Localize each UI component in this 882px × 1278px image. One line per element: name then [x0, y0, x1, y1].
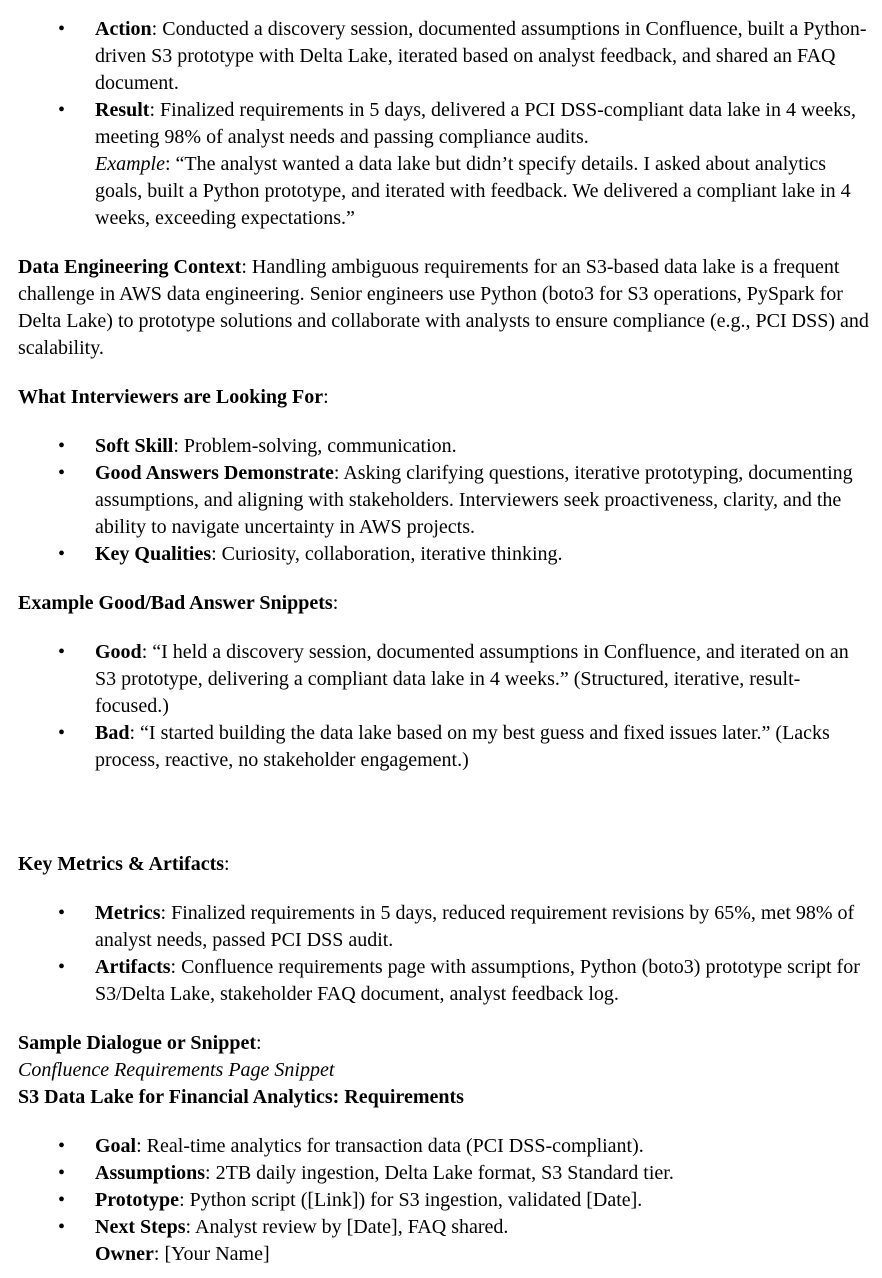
heading-text: Key Metrics & Artifacts	[18, 853, 225, 875]
item-text: : Conducted a discovery session, documented assumptions in Confluence, built a Python-driven S3 prototype with Delta Lake, iterated based on analyst feedback, and shared an FAQ document.	[95, 18, 867, 94]
list-item-action	[18, 16, 870, 97]
metrics-bullet-list	[18, 900, 870, 1008]
sample-subtitle-italic: Confluence Requirements Page Snippet	[18, 1059, 335, 1081]
context-paragraph	[18, 254, 870, 362]
heading-colon: :	[224, 853, 230, 875]
metrics-heading	[18, 851, 870, 878]
item-text: : “I held a discovery session, documented assumptions in Confluence, and iterated on an S3 prototype, delivering a compliant data lake in 4 weeks.” (Structured, iterative, result-focused.)	[95, 641, 849, 717]
item-label: Assumptions	[95, 1162, 206, 1184]
item-text: : Real-time analytics for transaction data (PCI DSS-compliant).	[136, 1135, 644, 1157]
list-item-key-qualities	[18, 541, 870, 568]
heading-text: Sample Dialogue or Snippet	[18, 1032, 256, 1054]
heading-text: Example Good/Bad Answer Snippets	[18, 592, 333, 614]
sample-heading-group	[18, 1030, 870, 1111]
item-text: : 2TB daily ingestion, Delta Lake format, S3 Standard tier.	[205, 1162, 674, 1184]
result-line	[95, 97, 870, 151]
list-item-result	[18, 97, 870, 232]
item-label: Next Steps	[95, 1216, 186, 1238]
item-label: Result	[95, 99, 150, 121]
next-steps-line	[95, 1214, 870, 1241]
item-text: : Curiosity, collaboration, iterative thinking.	[211, 543, 563, 565]
example-text: : “The analyst wanted a data lake but didn’t specify details. I asked about analytics goals, built a Python prototype, and iterated with feedback. We delivered a compliant lake in 4 weeks, exceeding expectations.”	[95, 153, 851, 229]
sample-subtitle-bold: S3 Data Lake for Financial Analytics: Requirements	[18, 1086, 464, 1108]
list-item-artifacts	[18, 954, 870, 1008]
item-text: : Finalized requirements in 5 days, reduced requirement revisions by 65%, met 98% of analyst needs, passed PCI DSS audit.	[95, 902, 855, 951]
list-item-prototype	[18, 1187, 870, 1214]
item-text: : Problem-solving, communication.	[173, 435, 457, 457]
item-label: Action	[95, 18, 152, 40]
example-label: Example	[95, 153, 165, 175]
item-label: Artifacts	[95, 956, 171, 978]
star-bullet-list	[18, 16, 870, 232]
owner-line	[95, 1241, 870, 1268]
item-label: Soft Skill	[95, 435, 174, 457]
interviewers-bullet-list	[18, 433, 870, 568]
item-label: Prototype	[95, 1189, 180, 1211]
item-text: : Analyst review by [Date], FAQ shared.	[185, 1216, 509, 1238]
list-item-next-steps	[18, 1214, 870, 1268]
item-label: Good Answers Demonstrate	[95, 462, 334, 484]
owner-label: Owner	[95, 1243, 154, 1265]
heading-colon: :	[332, 592, 339, 614]
sample-bullet-list	[18, 1133, 870, 1268]
list-item-bad	[18, 720, 870, 774]
list-item-good	[18, 639, 870, 720]
item-label: Key Qualities	[95, 543, 212, 565]
item-label: Bad	[95, 722, 130, 744]
interviewers-heading	[18, 384, 870, 411]
context-label: Data Engineering Context	[18, 256, 242, 278]
list-item-assumptions	[18, 1160, 870, 1187]
sample-heading	[18, 1030, 870, 1057]
item-label: Metrics	[95, 902, 161, 924]
context-text: : Handling ambiguous requirements for an S3-based data lake is a frequent challenge in AWS data engineering. Senior engineers use Python (boto3 for S3 operations, PySpark for Delta Lake) to prototype solutions and collaborate with analysts to ensure compliance (e.g., PCI DSS) and scalability.	[18, 256, 869, 359]
item-text: : “I started building the data lake based on my best guess and fixed issues later.” (Lacks process, reactive, no stakeholder engagement.)	[95, 722, 830, 771]
owner-text: : [Your Name]	[153, 1243, 270, 1265]
snippets-heading	[18, 590, 870, 617]
item-label: Goal	[95, 1135, 137, 1157]
example-line	[95, 151, 870, 232]
heading-colon: :	[323, 386, 329, 408]
heading-colon: :	[256, 1032, 262, 1054]
list-item-good-answers	[18, 460, 870, 541]
item-text: : Asking clarifying questions, iterative prototyping, documenting assumptions, and aligning with stakeholders. Interviewers seek proactiveness, clarity, and the ability to navigate uncertainty in AWS projects.	[95, 462, 853, 538]
list-item-soft-skill	[18, 433, 870, 460]
list-item-goal	[18, 1133, 870, 1160]
item-text: : Python script ([Link]) for S3 ingestion, validated [Date].	[179, 1189, 643, 1211]
list-item-metrics	[18, 900, 870, 954]
item-label: Good	[95, 641, 142, 663]
item-text: : Confluence requirements page with assumptions, Python (boto3) prototype script for S3/Delta Lake, stakeholder FAQ document, analyst feedback log.	[95, 956, 860, 1005]
snippets-bullet-list	[18, 639, 870, 774]
heading-text: What Interviewers are Looking For	[18, 386, 324, 408]
item-text: : Finalized requirements in 5 days, delivered a PCI DSS-compliant data lake in 4 weeks, meeting 98% of analyst needs and passing compliance audits.	[95, 99, 856, 148]
